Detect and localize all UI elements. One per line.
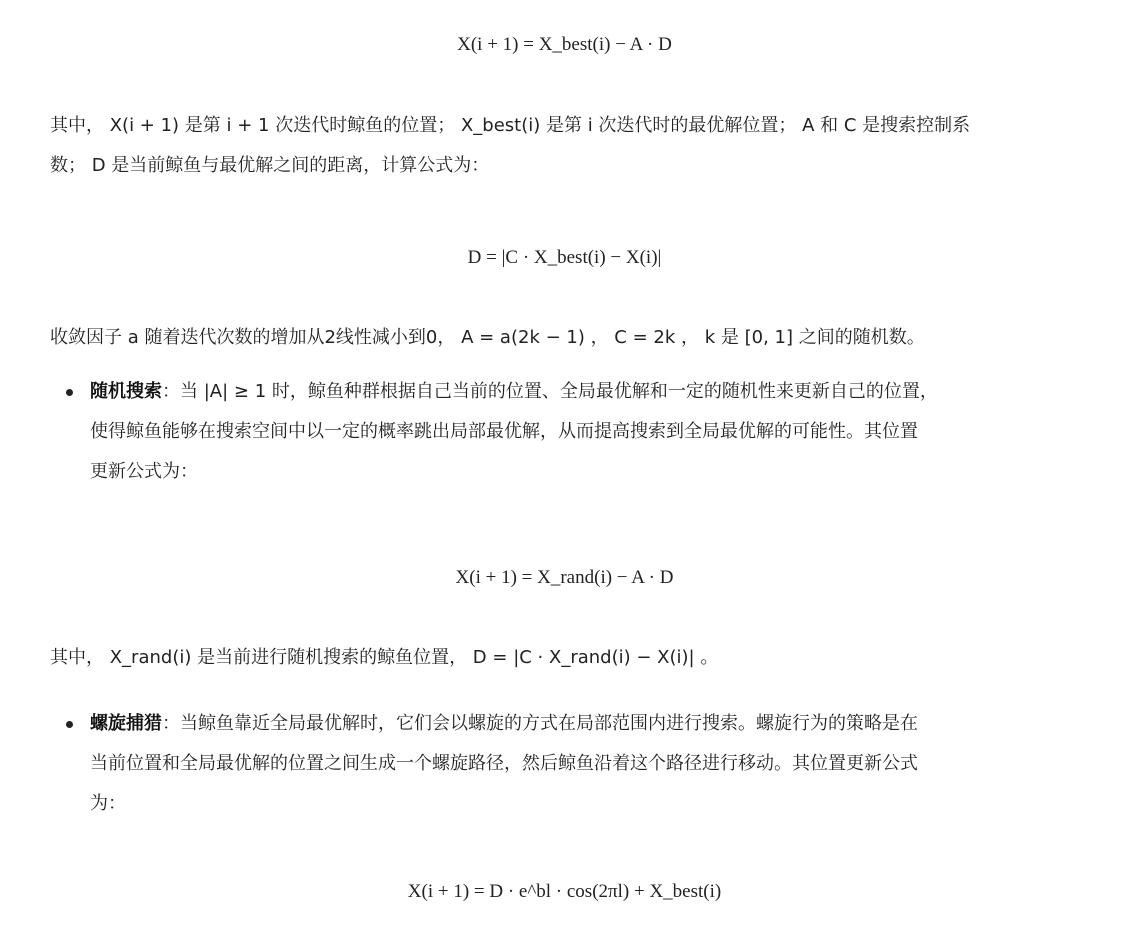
equation-2: D = |C · X_best(i) − X(i)|	[467, 247, 662, 268]
bullet-2-line-2: 当前位置和全局最优解的位置之间生成一个螺旋路径，然后鲸鱼沿着这个路径进行移动。其位置更新公式	[90, 753, 918, 774]
bullet-dot-2	[66, 721, 73, 728]
paragraph-1-line-1: 其中， X(i + 1) 是第 i + 1 次迭代时鲸鱼的位置； X_best(i) 是第 i 次迭代时的最优解位置； A 和 C 是搜索控制系	[50, 115, 971, 136]
paragraph-3: 其中， X_rand(i) 是当前进行随机搜索的鲸鱼位置， D = |C · X_rand(i) − X(i)| 。	[50, 647, 719, 668]
bullet-1-text-1: ：当 |A| ≥ 1 时，鲸鱼种群根据自己当前的位置、全局最优解和一定的随机性来更新自己的位置，	[162, 381, 938, 402]
bullet-2-text-1: ：当鲸鱼靠近全局最优解时，它们会以螺旋的方式在局部范围内进行搜索。螺旋行为的策略是在	[162, 713, 918, 734]
bullet-2-title: 螺旋捕猎	[90, 713, 162, 734]
bullet-2-line-3: 为：	[90, 793, 126, 814]
paragraph-1-line-2: 数； D 是当前鲸鱼与最优解之间的距离，计算公式为：	[50, 155, 490, 176]
bullet-dot-1	[66, 389, 73, 396]
bullet-1-title: 随机搜索	[90, 381, 162, 402]
paragraph-2: 收敛因子 a 随着迭代次数的增加从2线性减小到0， A = a(2k − 1) ， C = 2k ， k 是 [0, 1] 之间的随机数。	[50, 327, 925, 348]
bullet-1-line-2: 使得鲸鱼能够在搜索空间中以一定的概率跳出局部最优解，从而提高搜索到全局最优解的可能性。其位置	[90, 421, 918, 442]
equation-1: X(i + 1) = X_best(i) − A · D	[457, 34, 672, 55]
equation-4: X(i + 1) = D · e^bl · cos(2πl) + X_best(i)	[407, 881, 722, 902]
bullet-1-line-3: 更新公式为：	[90, 461, 198, 482]
equation-3: X(i + 1) = X_rand(i) − A · D	[455, 567, 674, 588]
bullet-2-line-1	[90, 709, 1090, 739]
bullet-1-line-1	[90, 377, 1090, 407]
